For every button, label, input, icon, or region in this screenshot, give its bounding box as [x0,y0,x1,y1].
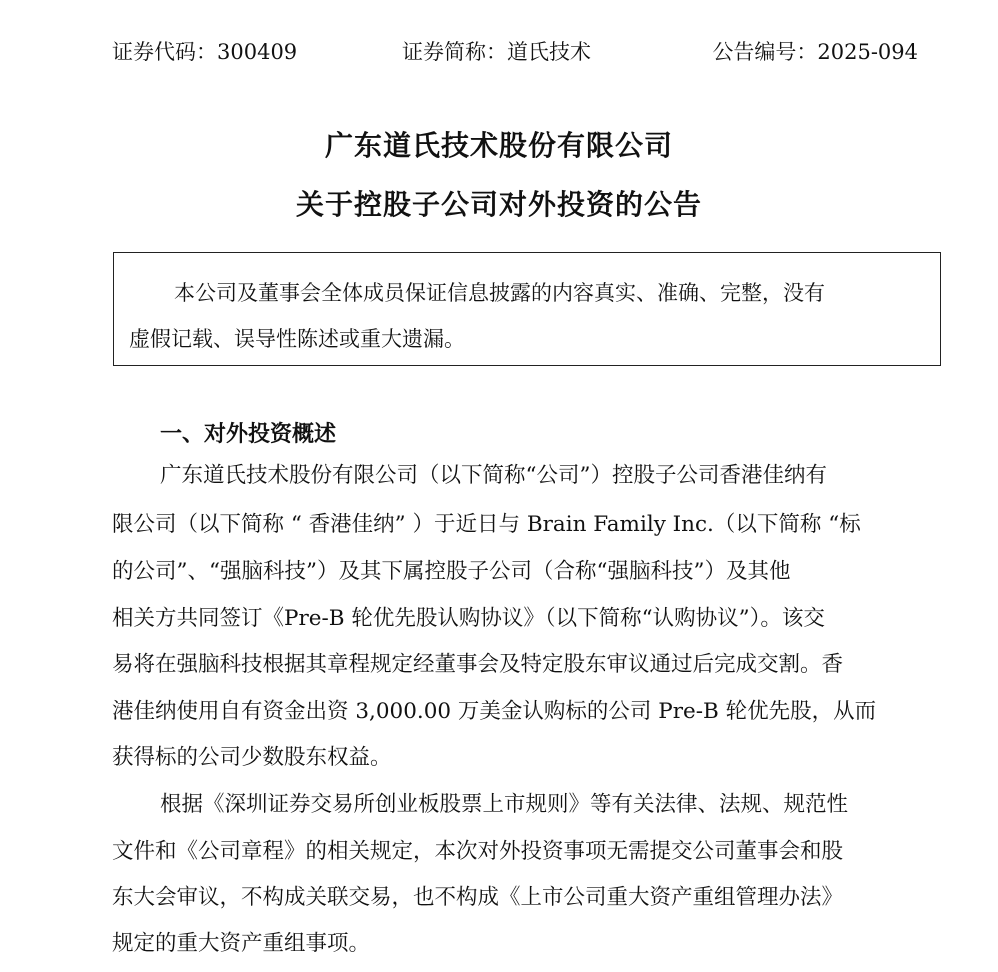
paragraph-line: 港佳纳使用自有资金出资 3,000.00 万美金认购标的公司 Pre-B 轮优先股，从而 [112,699,877,724]
paragraph-line: 文件和《公司章程》的相关规定，本次对外投资事项无需提交公司董事会和股 [112,839,844,864]
paragraph-line: 东大会审议，不构成关联交易，也不构成《上市公司重大资产重组管理办法》 [112,885,844,910]
section-heading: 一、对外投资概述 [160,421,337,447]
document-header [112,34,918,70]
paragraph-line: 限公司（以下简称 “ 香港佳纳” ）于近日与 Brain Family Inc.（以下简称 “标 [112,512,861,537]
disclaimer-line: 本公司及董事会全体成员保证信息披露的内容真实、准确、完整，没有 [174,281,825,305]
disclaimer-box [113,252,941,366]
paragraph-line: 获得标的公司少数股东权益。 [112,745,392,770]
disclaimer-line: 虚假记载、误导性陈述或重大遗漏。 [129,327,465,351]
stock-code: 证券代码：300409 [112,40,298,64]
paragraph-line: 根据《深圳证券交易所创业板股票上市规则》等有关法律、法规、规范性 [160,792,849,817]
stock-abbreviation: 证券简称：道氏技术 [402,40,591,64]
paragraph-line: 易将在强脑科技根据其章程规定经董事会及特定股东审议通过后完成交割。香 [112,652,844,677]
notice-number: 公告编号：2025-094 [712,40,918,64]
company-title: 广东道氏技术股份有限公司 [324,129,673,162]
paragraph-line: 规定的重大资产重组事项。 [112,931,371,956]
announcement-title: 关于控股子公司对外投资的公告 [295,188,702,221]
paragraph-line: 相关方共同签订《Pre-B 轮优先股认购协议》（以下简称“认购协议”）。该交 [112,606,825,631]
paragraph-line: 的公司”、“强脑科技”）及其下属控股子公司（合称“强脑科技”）及其他 [112,559,791,584]
paragraph-line: 广东道氏技术股份有限公司（以下简称“公司”）控股子公司香港佳纳有 [160,463,827,488]
